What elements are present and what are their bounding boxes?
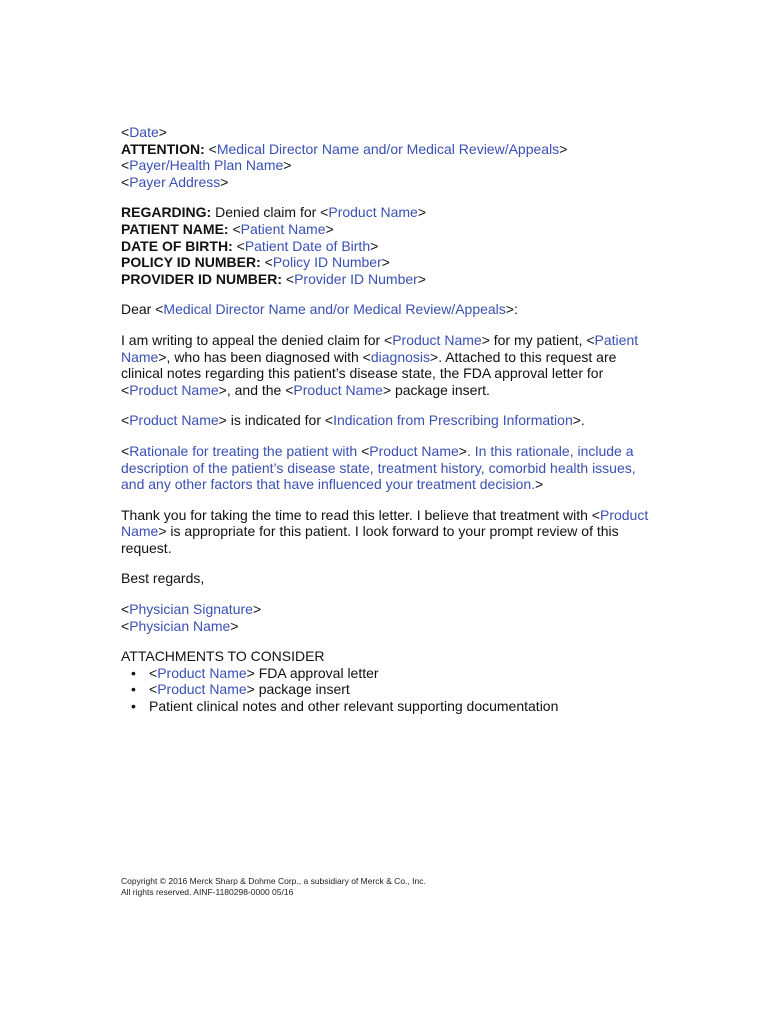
patient-placeholder: Patient Name — [121, 331, 639, 365]
attachment-text: > FDA approval letter — [246, 664, 379, 681]
paragraph-text: > is indicated for < — [218, 412, 334, 429]
attention-label: ATTENTION: — [121, 140, 205, 157]
appeal-letter — [121, 124, 661, 715]
bullet-icon: • — [131, 681, 136, 698]
regarding-text: Denied claim for — [215, 204, 321, 221]
spacer — [121, 190, 661, 204]
attachment-text: > package insert — [246, 681, 350, 698]
attention-line: ATTENTION: <Medical Director Name and/or Medical Review/Appeals> — [121, 140, 568, 157]
salutation-recipient: Medical Director Name and/or Medical Review/Appeals — [163, 301, 506, 318]
signature-placeholder: Physician Signature — [129, 601, 253, 618]
attention-placeholder: Medical Director Name and/or Medical Review/Appeals — [216, 140, 560, 157]
product-placeholder: Product Name — [129, 412, 219, 429]
paragraph-text: >, and the < — [218, 381, 294, 398]
physician-name-placeholder: Physician Name — [129, 617, 231, 634]
dob-placeholder: Patient Date of Birth — [244, 237, 371, 254]
dob-label: DATE OF BIRTH: — [121, 237, 233, 254]
product-placeholder: Product Name — [121, 506, 649, 540]
patient-name-line: PATIENT NAME: <Patient Name> — [121, 220, 334, 237]
provider-line: PROVIDER ID NUMBER: <Provider ID Number> — [121, 270, 426, 287]
attachment-text: Patient clinical notes and other relevant supporting documentation — [149, 698, 559, 715]
rationale-placeholder: . In this rationale, include a description of the patient’s disease state, treatment history, comorbid health issues, and any other factors that have influenced your treatment decision. — [121, 442, 636, 493]
paragraph-text: >. Attached to this request are clinical notes regarding this patient’s disease state, the FDA approval letter for < — [121, 348, 617, 398]
spacer — [121, 493, 661, 507]
copyright-line: Copyright © 2016 Merck Sharp & Dohme Corp., a subsidiary of Merck & Co., Inc. — [121, 876, 426, 886]
paragraph-indication: <Product Name> is indicated for <Indication from Prescribing Information>. — [121, 412, 585, 429]
bullet-icon: • — [131, 698, 136, 715]
paragraph-text: Thank you for taking the time to read this letter. I believe that treatment with < — [121, 506, 600, 523]
indication-placeholder: Indication from Prescribing Information — [333, 412, 573, 429]
list-item: • <Product Name> FDA approval letter — [131, 664, 379, 681]
provider-label: PROVIDER ID NUMBER: — [121, 270, 283, 287]
rationale-placeholder: Rationale for treating the patient with — [129, 442, 362, 459]
list-item: • <Product Name> package insert — [131, 681, 350, 698]
spacer — [121, 556, 661, 570]
payer-name-line: <Payer/Health Plan Name> — [121, 157, 292, 174]
paragraph-text: > package insert. — [382, 381, 490, 398]
spacer — [121, 398, 661, 412]
policy-label: POLICY ID NUMBER: — [121, 254, 261, 271]
product-placeholder: Product Name — [157, 664, 247, 681]
paragraph-appeal — [121, 332, 661, 398]
provider-placeholder: Provider ID Number — [294, 270, 418, 287]
signature-line: <Physician Signature> — [121, 601, 262, 618]
rights-line: All rights reserved. AINF-1180298-0000 05/16 — [121, 887, 294, 897]
patient-name-label: PATIENT NAME: — [121, 220, 229, 237]
closing-regards: Best regards, — [121, 570, 205, 587]
regarding-label: REGARDING: — [121, 204, 212, 221]
diagnosis-placeholder: diagnosis — [370, 348, 431, 365]
product-placeholder: Product Name — [369, 442, 459, 459]
product-placeholder: Product Name — [157, 681, 247, 698]
paragraph-text: I am writing to appeal the denied claim for < — [121, 331, 393, 348]
date-line: <Date> — [121, 124, 167, 140]
paragraph-text: >, who has been diagnosed with < — [158, 348, 371, 365]
paragraph-rationale: <Rationale for treating the patient with <Product Name>. In this rationale, include a description of the patient’s disease state, treatment history, comorbid health issues, and any other factors that have influenced your treatment decision.> — [121, 442, 636, 493]
product-placeholder: Product Name — [293, 381, 383, 398]
payer-address-line: <Payer Address> — [121, 173, 229, 190]
payer-address-placeholder: Payer Address — [129, 173, 221, 190]
regarding-line: REGARDING: Denied claim for <Product Name> — [121, 204, 427, 221]
attachments-heading: ATTACHMENTS TO CONSIDER — [121, 648, 325, 665]
paragraph-text: > for my patient, < — [481, 331, 595, 348]
spacer — [121, 429, 661, 443]
paragraph-text: > is appropriate for this patient. I look forward to your prompt review of this request. — [121, 523, 619, 556]
spacer — [121, 587, 661, 601]
paragraph-thanks — [121, 507, 661, 557]
policy-line: POLICY ID NUMBER: <Policy ID Number> — [121, 254, 390, 271]
spacer — [121, 287, 661, 301]
spacer — [121, 634, 661, 648]
date-placeholder: Date — [129, 124, 159, 140]
salutation-suffix: : — [513, 301, 518, 318]
copyright-footer — [121, 876, 426, 898]
spacer — [121, 318, 661, 332]
regarding-product-placeholder: Product Name — [328, 204, 418, 221]
salutation: Dear <Medical Director Name and/or Medical Review/Appeals>: — [121, 301, 518, 318]
patient-name-placeholder: Patient Name — [240, 220, 326, 237]
dob-line: DATE OF BIRTH: <Patient Date of Birth> — [121, 237, 379, 254]
list-item — [131, 698, 661, 715]
paragraph-text: >. — [572, 412, 585, 429]
bullet-icon: • — [131, 664, 136, 681]
payer-name-placeholder: Payer/Health Plan Name — [129, 157, 284, 174]
policy-placeholder: Policy ID Number — [272, 254, 382, 271]
physician-name-line: <Physician Name> — [121, 617, 239, 634]
product-placeholder: Product Name — [392, 331, 482, 348]
salutation-prefix: Dear — [121, 301, 156, 318]
attachments-list — [121, 665, 661, 715]
product-placeholder: Product Name — [129, 381, 219, 398]
